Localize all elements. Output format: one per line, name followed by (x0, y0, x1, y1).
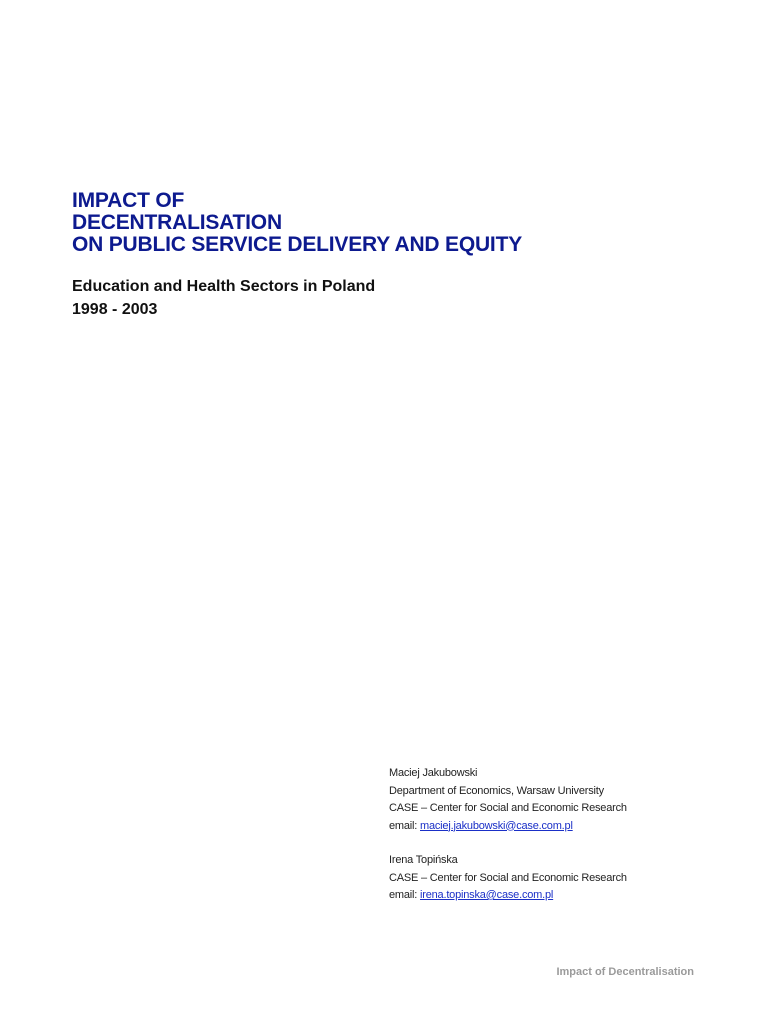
author-2 (389, 852, 627, 905)
author-1 (389, 765, 627, 835)
title-line-1: IMPACT OF (72, 189, 185, 212)
author-affiliation: Department of Economics, Warsaw University (389, 784, 604, 797)
author-email-line (389, 818, 627, 836)
subtitle-sectors: Education and Health Sectors in Poland (72, 278, 376, 295)
author-email-link[interactable]: maciej.jakubowski@case.com.pl (420, 819, 573, 832)
author-name: Irena Topińska (389, 854, 458, 866)
document-title (72, 190, 522, 256)
author-affiliation: CASE – Center for Social and Economic Research (389, 871, 627, 884)
author-name: Maciej Jakubowski (389, 767, 478, 779)
authors-block (389, 765, 627, 905)
title-line-2: DECENTRALISATION (72, 211, 282, 234)
running-footer-title: Impact of Decentralisation (556, 966, 694, 978)
author-spacer (389, 835, 627, 852)
author-affiliation: CASE – Center for Social and Economic Research (389, 802, 627, 814)
author-email-line (389, 887, 627, 905)
title-line-3: ON PUBLIC SERVICE DELIVERY AND EQUITY (72, 233, 523, 256)
email-label: email: (389, 819, 420, 832)
subtitle-years: 1998 - 2003 (72, 301, 158, 318)
email-label: email: (389, 889, 420, 901)
author-email-link[interactable]: irena.topinska@case.com.pl (420, 889, 554, 901)
document-subtitle (72, 275, 375, 321)
